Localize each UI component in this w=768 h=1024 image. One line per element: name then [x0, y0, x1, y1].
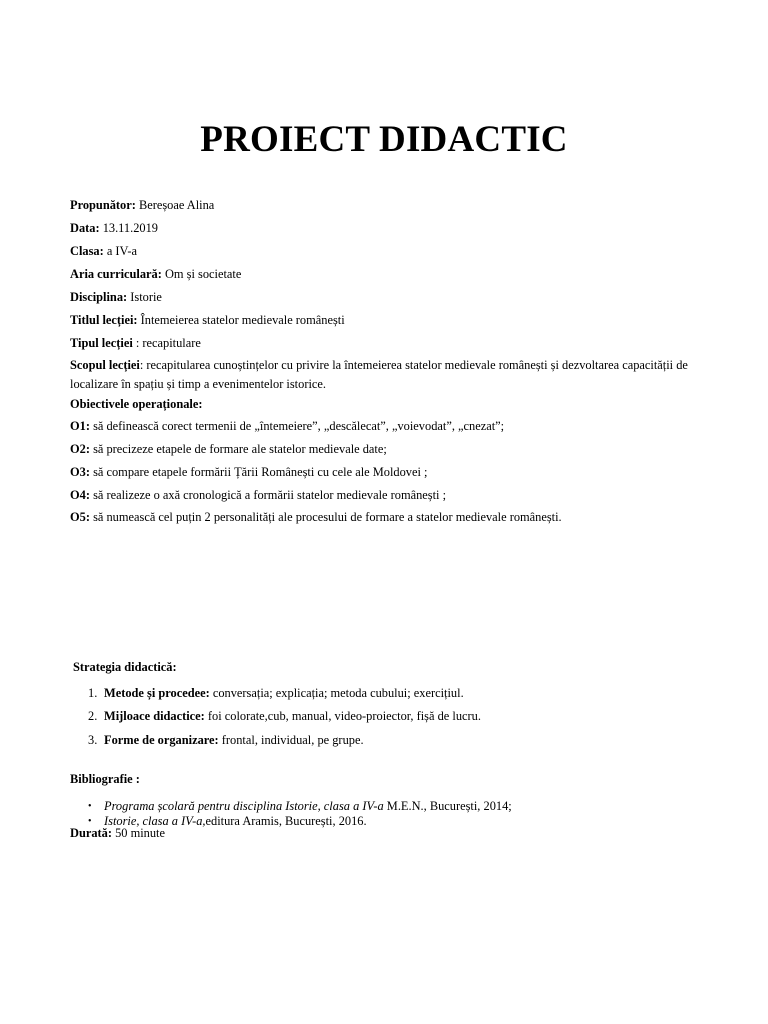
bibliography-title: Istorie, clasa a IV-a, [104, 814, 206, 828]
field-value: Bereșoae Alina [135, 198, 215, 212]
objective-text: să compare etapele formării Țării Românești cu cele ale Moldovei ; [89, 465, 428, 479]
objective-text: să definească corect termenii de „întemeiere”, „descălecat”, „voievodat”, „cnezat”; [89, 419, 505, 433]
bibliography-heading: Bibliografie : [70, 772, 140, 786]
duration [70, 826, 165, 841]
strategy-label: Metode și procedee: [104, 686, 210, 700]
field-aria-curriculara [70, 263, 690, 285]
field-value: a IV-a [103, 244, 137, 258]
objective-item [70, 506, 690, 528]
objectives-heading [70, 393, 690, 415]
duration-label: Durată: [70, 826, 112, 840]
field-label: Data: [70, 221, 100, 235]
objective-item [70, 484, 690, 506]
field-label: Aria curriculară: [70, 267, 162, 281]
objective-code: O1: [70, 419, 90, 433]
strategy-text: foi colorate,cub, manual, video-proiector, fișă de lucru. [204, 709, 481, 723]
strategy-text: conversația; explicația; metoda cubului; exercițiul. [209, 686, 464, 700]
field-data [70, 217, 690, 239]
strategy-item [88, 683, 464, 703]
field-disciplina [70, 286, 690, 308]
field-value: : recapitulare [132, 336, 201, 350]
field-label: Disciplina: [70, 290, 128, 304]
strategy-text: frontal, individual, pe grupe. [218, 733, 364, 747]
objective-text: să numească cel puțin 2 personalități ale procesului de formare a statelor medievale românești. [89, 510, 562, 524]
field-value: Om și societate [161, 267, 242, 281]
strategy-item [88, 706, 481, 726]
document-title: PROIECT DIDACTIC [200, 119, 568, 160]
field-value: 13.11.2019 [99, 221, 158, 235]
bibliography-text: editura Aramis, București, 2016. [205, 814, 367, 828]
field-scopul-lectiei [70, 356, 690, 394]
field-label: Propunător: [70, 198, 136, 212]
objective-code: O5: [70, 510, 90, 524]
bullet-icon: • [88, 801, 92, 812]
bullet-icon: • [88, 816, 92, 827]
field-label: Scopul lecției [70, 358, 140, 372]
strategy-item [88, 730, 364, 750]
field-label: Titlul lecției: [70, 313, 138, 327]
field-propunator [70, 194, 690, 216]
objective-text: să precizeze etapele de formare ale statelor medievale date; [89, 442, 387, 456]
list-number: 2. [88, 709, 98, 723]
field-clasa [70, 240, 690, 262]
objective-code: O2: [70, 442, 90, 456]
objectives-heading-text: Obiectivele operaționale: [70, 397, 203, 411]
objective-text: să realizeze o axă cronologică a formării statelor medievale românești ; [89, 488, 447, 502]
strategy-label: Mijloace didactice: [104, 709, 205, 723]
objective-item [70, 415, 690, 437]
bibliography-title: Programa școlară pentru disciplina Istorie, clasa a IV-a [104, 799, 384, 813]
field-value: Întemeierea statelor medievale românești [137, 313, 345, 327]
list-number: 1. [88, 686, 98, 700]
objective-item [70, 438, 690, 460]
strategy-label: Forme de organizare: [104, 733, 219, 747]
duration-value: 50 minute [111, 826, 165, 840]
strategy-heading: Strategia didactică: [73, 660, 177, 674]
field-value: : recapitularea cunoștințelor cu privire la întemeierea statelor medievale românești și dezvoltarea capacității de localizare în spațiu și timp a evenimentelor istorice. [70, 358, 688, 391]
list-number: 3. [88, 733, 98, 747]
field-label: Tipul lecției [70, 336, 133, 350]
field-titlul-lectiei [70, 309, 690, 331]
field-label: Clasa: [70, 244, 104, 258]
field-tipul-lectiei [70, 332, 690, 354]
bibliography-text: M.E.N., București, 2014; [383, 799, 512, 813]
objective-item [70, 461, 690, 483]
field-value: Istorie [127, 290, 162, 304]
objective-code: O3: [70, 465, 90, 479]
objective-code: O4: [70, 488, 90, 502]
